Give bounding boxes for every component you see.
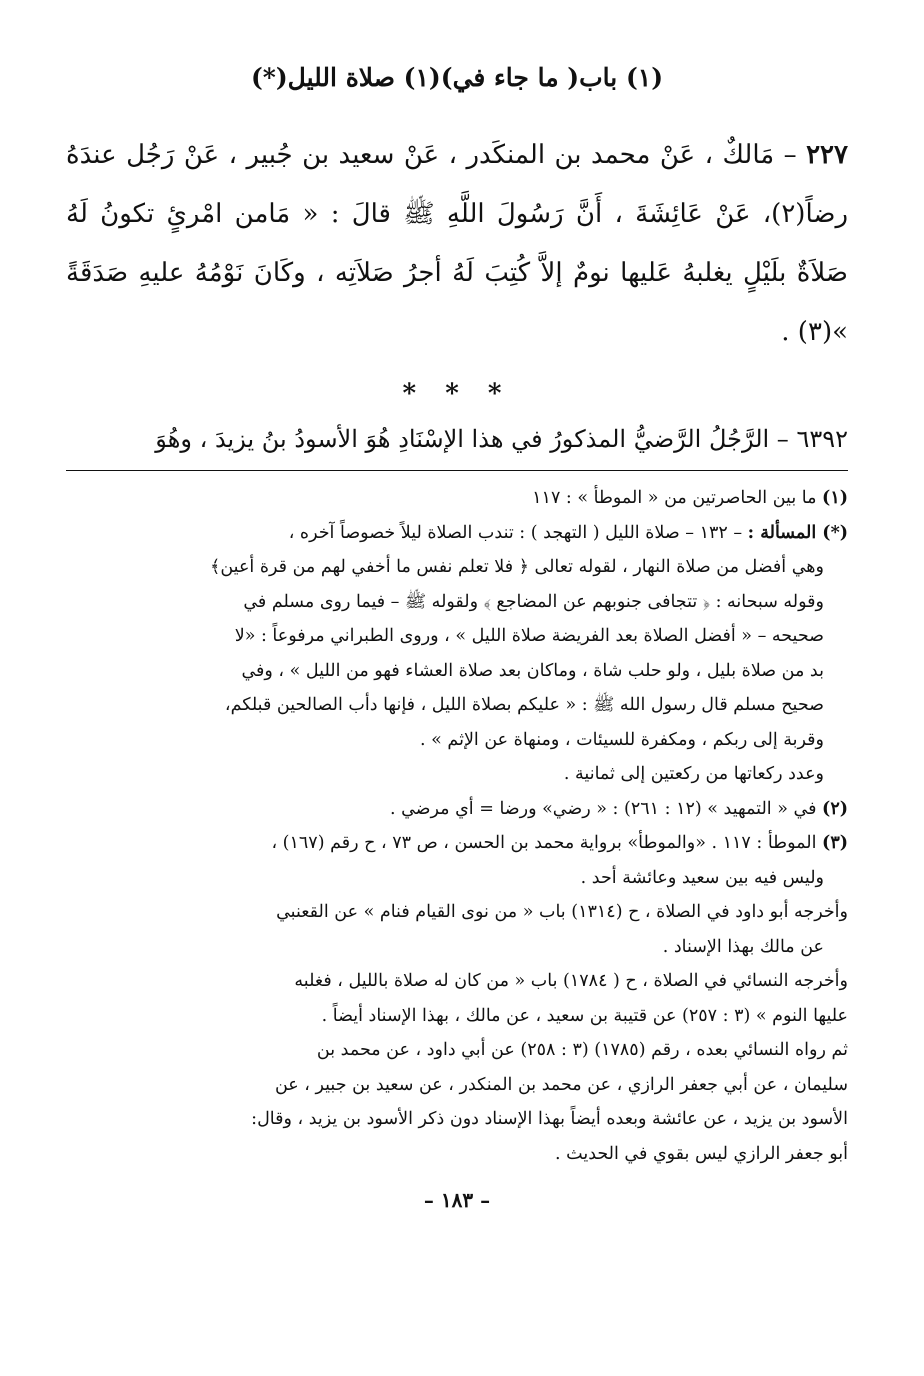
footnote-star: [66, 516, 848, 792]
footnote-marker: (٢): [822, 798, 848, 819]
footnote-line: وليس فيه بين سعيد وعائشة أحد .: [580, 867, 824, 888]
hadith-paragraph: [66, 126, 848, 362]
footnote-text: – ١٣٢ – صلاة الليل ( التهجد ) : تندب الصلاة ليلاً خصوصاً آخره ،: [288, 522, 743, 543]
footnote-line: وأخرجه النسائي في الصلاة ، ح ( ١٧٨٤) باب « من كان له صلاة بالليل ، فغلبه: [294, 971, 848, 991]
footnotes: [66, 481, 848, 1171]
footnote-line: وقوله سبحانه : ﴿ تتجافى جنوبهم عن المضاجع ﴾ ولقوله ﷺ – فيما روى مسلم في: [243, 591, 824, 612]
footnote-3: [66, 826, 848, 1171]
footnote-line: ثم رواه النسائي بعده ، رقم (١٧٨٥) (٣ : ٢٥٨) عن أبي داود ، عن محمد بن: [316, 1040, 848, 1060]
footnote-marker: (٣): [822, 833, 848, 853]
footnote-line: سليمان ، عن أبي جعفر الرازي ، عن محمد بن المنكدر ، عن سعيد بن جبير ، عن: [274, 1074, 848, 1095]
page-body: [66, 40, 848, 1215]
footnote-line: صحيحه – « أفضل الصلاة بعد الفريضة صلاة الليل » ، وروى الطبراني مرفوعاً : «لا: [234, 626, 824, 646]
page-number: – ١٨٣ –: [423, 1188, 491, 1212]
footnote-line: عن مالك بهذا الإسناد .: [662, 936, 824, 957]
footnote-marker: (*) المسألة :: [747, 522, 848, 543]
commentary-line: ٦٣٩٢ – الرَّجُلُ الرَّضيُّ المذكورُ في هذا الإسْنَادِ هُوَ الأسودُ بنُ يزيدَ ، وهُوَ: [155, 425, 848, 453]
footnote-marker: (١): [822, 488, 848, 508]
hadith-text: – مَالكٌ ، عَنْ محمد بن المنكَدر ، عَنْ سعيد بن جُبير ، عَنْ رَجُل عندَهُ رضاً(٢)، عَنْ عَائِشَةَ ، أَنَّ رَسُولَ اللَّهِ ﷺ قالَ : « مَامن امْرئٍ تكونُ لَهُ صَلاَةٌ بلَيْلٍ يغلبهُ عَليها نومٌ إلاَّ كُتِبَ لَهُ أجرُ صَلاَتِه ، وكَانَ نَوْمُهُ عليهِ صَدَقَةً »(٣) .: [66, 140, 848, 347]
footnote-text: ما بين الحاصرتين من « الموطأ » : ١١٧: [532, 488, 817, 508]
footnote-line: أبو جعفر الرازي ليس بقوي في الحديث .: [555, 1143, 848, 1164]
footnote-text: الموطأ : ١١٧ . «والموطأ» برواية محمد بن الحسن ، ص ٧٣ ، ح رقم (١٦٧) ،: [271, 833, 817, 853]
footnote-line: عليها النوم » (٣ : ٢٥٧) عن قتيبة بن سعيد ، عن مالك ، بهذا الإسناد أيضاً .: [321, 1005, 848, 1026]
footnote-line: وهي أفضل من صلاة النهار ، لقوله تعالى ﴿ فلا تعلم نفس ما أخفي لهم من قرة أعين﴾: [210, 557, 824, 577]
footnote-line: الأسود بن يزيد ، عن عائشة وبعده أيضاً بهذا الإسناد دون ذكر الأسود بن يزيد ، وقال:: [251, 1109, 848, 1129]
footnote-2: [66, 792, 848, 827]
hadith-number: ٢٢٧: [806, 140, 848, 170]
footnote-text: في « التمهيد » (١٢ : ٢٦١) : « رضي» ورضا = أي مرضي .: [389, 798, 817, 819]
footnote-line: بد من صلاة بليل ، ولو حلب شاة ، وماكان بعد صلاة العشاء فهو من الليل » ، وفي: [241, 660, 824, 681]
chapter-title: (١) باب( ما جاء في)(١) صلاة الليل(*): [250, 63, 664, 92]
footnote-divider: [66, 470, 848, 471]
footnote-line: وقربة إلى ربكم ، ومكفرة للسيئات ، ومنهاة عن الإثم » .: [420, 729, 824, 750]
footnote-line: صحيح مسلم قال رسول الله ﷺ : « عليكم بصلاة الليل ، فإنها دأب الصالحين قبلكم،: [224, 695, 824, 715]
footnote-line: وأخرجه أبو داود في الصلاة ، ح (١٣١٤) باب « من نوى القيام فنام » عن القعنبي: [276, 902, 848, 922]
section-separator: * * *: [402, 379, 512, 409]
footnote-1: [66, 481, 848, 516]
footnote-line: وعدد ركعاتها من ركعتين إلى ثمانية .: [563, 764, 824, 784]
